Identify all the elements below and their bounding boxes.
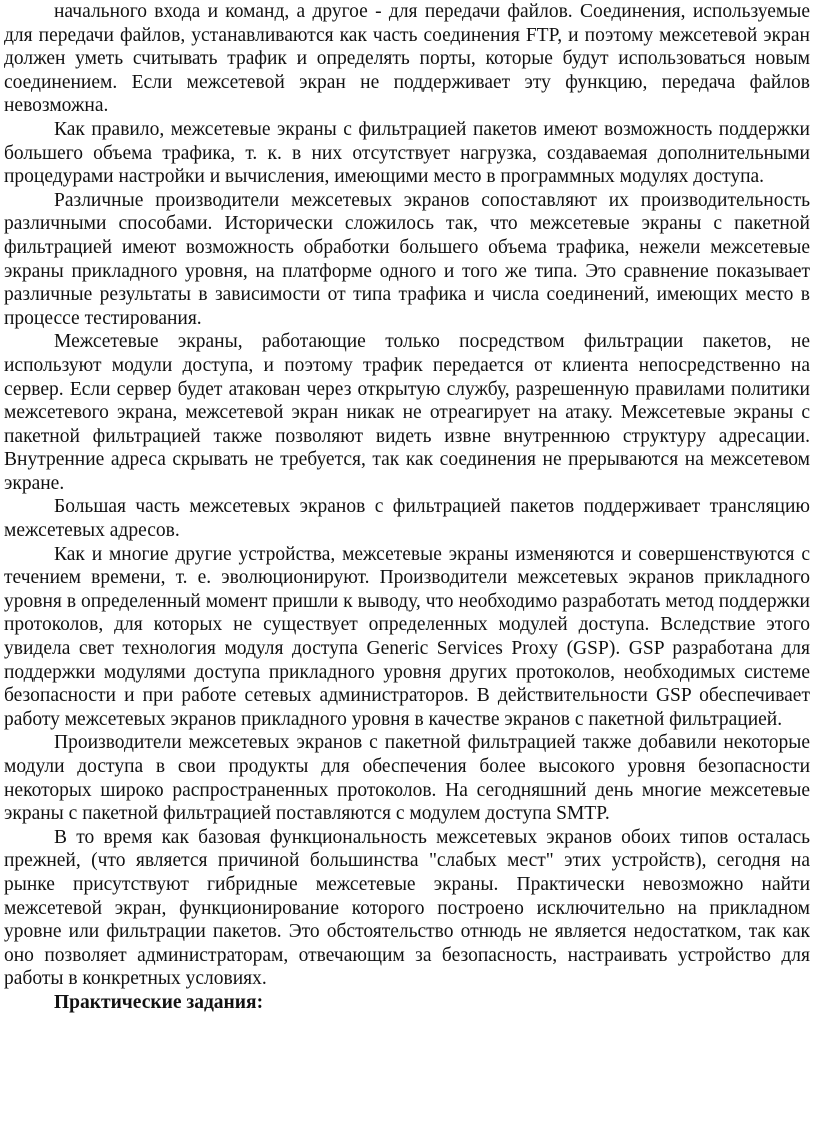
paragraph-packet-filter-throughput: Как правило, межсетевые экраны с фильтрацией пакетов имеют возможность поддержки большего объема трафика, т. к. в них отсутствует нагрузка, создаваемая дополнительными процедурами настройки и вычисления, имеющими место в программных модулях доступа. [4,118,810,188]
paragraph-nat-support: Большая часть межсетевых экранов с фильтрацией пакетов поддерживает трансляцию межсетевых адресов. [4,496,810,542]
paragraph-packet-filter-no-proxy: Межсетевые экраны, работающие только посредством фильтрации пакетов, не используют модули доступа, и поэтому трафик передается от клиента непосредственно на сервер. Если сервер будет атакован через открытую службу, разрешенную правилами политики межсетевого экрана, межсетевой экран никак не отреагирует на атаку. Межсетевые экраны с пакетной фильтрацией также позволяют видеть извне внутреннюю структуру адресации. Внутренние адреса скрывать не требуется, так как соединения не прерываются на межсетевом экране. [4,331,810,494]
section-heading-practical-tasks: Практические задания: [54,991,264,1013]
paragraph-smtp-proxy: Производители межсетевых экранов с пакетной фильтрацией также добавили некоторые модули доступа в свои продукты для обеспечения более высокого уровня безопасности некоторых широко распространенных протоколов. На сегодняшний день многие межсетевые экраны с пакетной фильтрацией поставляются с модулем доступа SMTP. [4,732,810,825]
paragraph-vendor-performance: Различные производители межсетевых экранов сопоставляют их производительность различными способами. Исторически сложилось так, что межсетевые экраны с пакетной фильтрацией имеют возможность обработки большего объема трафика, нежели межсетевые экраны прикладного уровня, на платформе одного и того же типа. Это сравнение показывает различные результаты в зависимости от типа трафика и числа соединений, имеющих место в процессе тестирования. [4,189,810,329]
paragraph-hybrid-firewalls: В то время как базовая функциональность межсетевых экранов обоих типов осталась прежней, (что является причиной большинства "слабых мест" этих устройств), сегодня на рынке присутствуют гибридные межсетевые экраны. Практически невозможно найти межсетевой экран, функционирование которого построено исключительно на прикладном уровне или фильтрации пакетов. Это обстоятельство отнюдь не является недостатком, так как оно позволяет администраторам, отвечающим за безопасность, настраивать устройство для работы в конкретных условиях. [4,826,810,990]
paragraph-ftp-connections: начального входа и команд, а другое - для передачи файлов. Соединения, используемые для передачи файлов, устанавливаются как часть соединения FTP, и поэтому межсетевой экран должен уметь считывать трафик и определять порты, которые будут использоваться новым соединением. Если межсетевой экран не поддерживает эту функцию, передача файлов невозможна. [4,1,810,117]
paragraph-gsp-evolution: Как и многие другие устройства, межсетевые экраны изменяются и совершенствуются с течением времени, т. е. эволюционируют. Производители межсетевых экранов прикладного уровня в определенный момент пришли к выводу, что необходимо разработать метод поддержки протоколов, для которых не существует определенных модулей доступа. Вследствие этого увидела свет технология модуля доступа Generic Services Proxy (GSP). GSP разработана для поддержки модулями доступа прикладного уровня других протоколов, необходимых системе безопасности и при работе сетевых администраторов. В действительности GSP обеспечивает работу межсетевых экранов прикладного уровня в качестве экранов с пакетной фильтрацией. [4,543,810,730]
